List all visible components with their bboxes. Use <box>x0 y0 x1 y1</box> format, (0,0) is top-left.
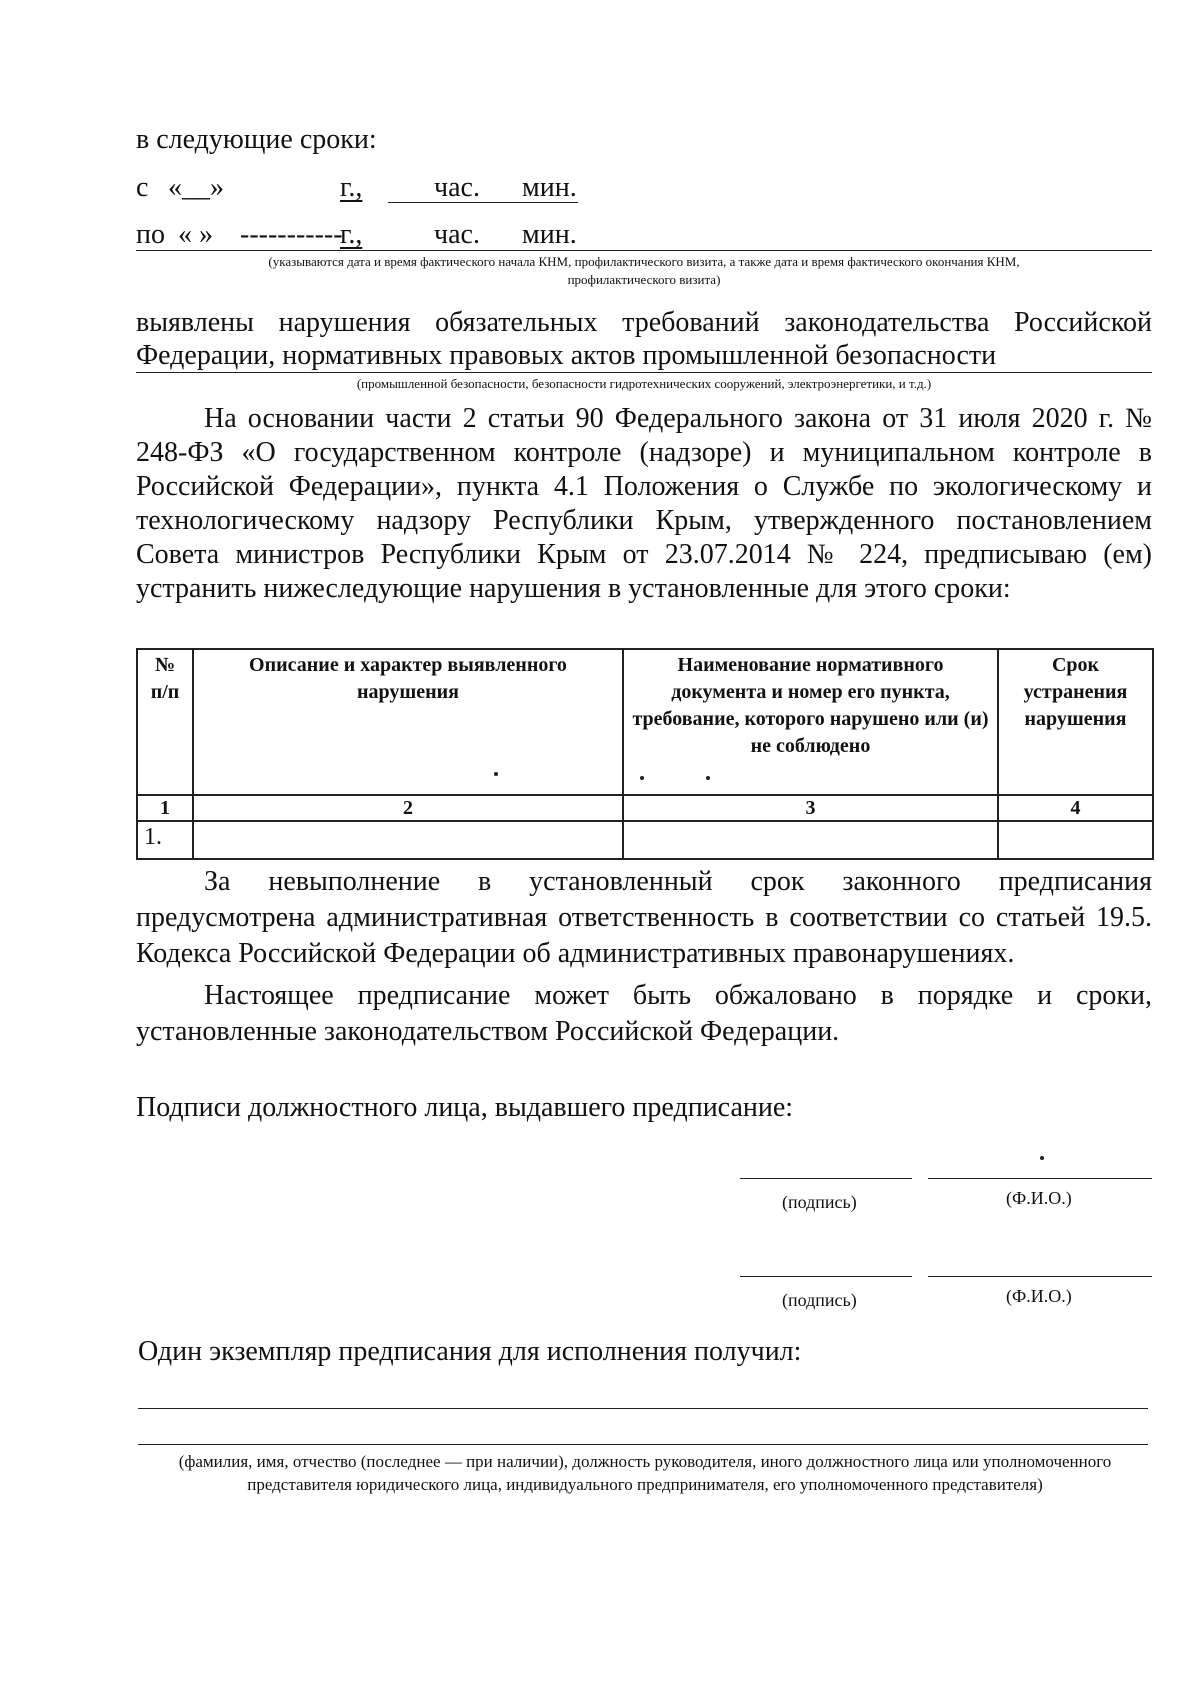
table-number-cell: 4 <box>998 795 1153 821</box>
scan-speck <box>494 772 498 776</box>
name-label: (Ф.И.О.) <box>1006 1188 1072 1208</box>
table-header-cell: Описание и характер выявленного нарушения <box>193 649 623 795</box>
signature-line <box>740 1276 912 1277</box>
signatures-title: Подписи должностного лица, выдавшего предписание: <box>136 1092 794 1123</box>
basis-paragraph: На основании части 2 статьи 90 Федерального закона от 31 июля 2020 г. № 248-ФЗ «О государственном контроле (надзоре) и муниципальном контроле в Российской Федерации», пункта 4.1 Положения о Службе по экологическому и технологическому надзору Республики Крым, утвержденного постановлением Совета министров Республики Крым от 23.07.2014 № 224, предписываю (ем) устранить нижеследующие нарушения в установленные для этого сроки: <box>136 403 1152 604</box>
dates-note-line1: (указываются дата и время фактического начала КНМ, профилактического визита, а также дата и время фактического окончания КНМ, <box>268 254 1020 269</box>
table-header-cell: Наименование нормативного документа и номер его пункта, требование, которого нарушено или (и) не соблюдено <box>623 649 998 795</box>
table-number-row <box>137 795 1153 821</box>
violations-rule <box>136 372 1152 373</box>
name-label: (Ф.И.О.) <box>1006 1286 1072 1306</box>
receipt-line <box>138 1444 1148 1445</box>
receipt-title: Один экземпляр предписания для исполнения получил: <box>138 1336 802 1367</box>
violations-table <box>136 648 1154 860</box>
from-date-quotes: «__» <box>168 172 224 203</box>
table-header-cell: № п/п <box>137 649 193 795</box>
scan-speck <box>640 776 644 780</box>
to-hour: час. <box>434 219 480 250</box>
from-min: мин. <box>522 172 577 203</box>
to-min: мин. <box>522 219 577 250</box>
appeal-paragraph: Настоящее предписание может быть обжаловано в порядке и сроки, установленные законодательством Российской Федерации. <box>136 980 1152 1047</box>
terms-intro: в следующие сроки: <box>136 124 377 155</box>
name-line <box>928 1178 1152 1179</box>
to-prefix: по <box>136 219 165 250</box>
violations-line2: Федерации, нормативных правовых актов промышленной безопасности <box>136 340 997 371</box>
violations-line1: выявлены нарушения обязательных требований законодательства Российской <box>136 307 1152 338</box>
table-cell <box>623 821 998 859</box>
from-year: г., <box>340 172 363 203</box>
signature-line <box>740 1178 912 1179</box>
signature-label: (подпись) <box>782 1290 857 1310</box>
liability-paragraph: За невыполнение в установленный срок законного предписания предусмотрена административная ответственность в соответствии со статьей 19.5. Кодекса Российской Федерации об административных правонарушениях. <box>136 866 1152 969</box>
scan-speck <box>1040 1156 1044 1160</box>
table-row <box>137 821 1153 859</box>
from-hour: час. <box>434 172 480 203</box>
signature-label: (подпись) <box>782 1192 857 1212</box>
table-cell <box>193 821 623 859</box>
receipt-note: (фамилия, имя, отчество (последнее — при наличии), должность руководителя, иного должностного лица или уполномоченного представителя юридического лица, индивидуального предпринимателя, его уполномоченного представителя) <box>178 1452 1112 1494</box>
receipt-line <box>138 1408 1148 1409</box>
dates-note-line2: профилактического визита) <box>567 272 721 287</box>
table-number-cell: 1 <box>137 795 193 821</box>
table-number-cell: 2 <box>193 795 623 821</box>
name-line <box>928 1276 1152 1277</box>
to-date-quotes: « » <box>178 219 213 250</box>
table-cell: 1. <box>137 821 193 859</box>
table-header-cell: Срок устранения нарушения <box>998 649 1153 795</box>
scan-speck <box>706 776 710 780</box>
to-year: г., <box>340 219 363 250</box>
table-number-cell: 3 <box>623 795 998 821</box>
table-header-row <box>137 649 1153 795</box>
to-dashes: ----------- <box>240 219 343 250</box>
dates-rule <box>136 250 1152 251</box>
from-prefix: с <box>136 172 149 203</box>
table-cell <box>998 821 1153 859</box>
violations-note: (промышленной безопасности, безопасности гидротехнических сооружений, электроэнергетики, и т.д.) <box>356 376 932 391</box>
